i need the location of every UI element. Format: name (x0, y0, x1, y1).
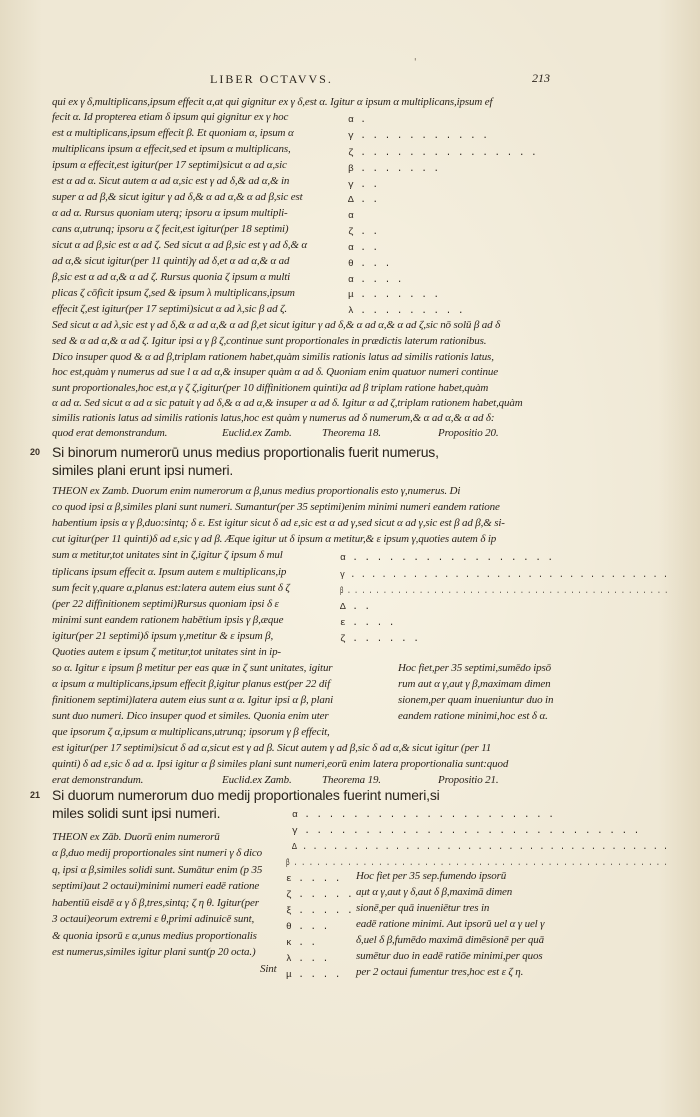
text-line: que ipsorum ζ α,ipsum α multiplicans,utrunq; ipsorum γ β effecit, (52, 726, 330, 738)
margin-note-line: aut α γ,aut γ δ,aut δ β,maximā dimen (356, 886, 513, 898)
folio-number: 213 (532, 71, 550, 85)
margin-note-line: per 2 octaui fumentur tres,hoc est ε ζ η. (356, 966, 524, 978)
text-line: finitionem septimi)latera autem eius sunt α α. Igitur ipsi α β, plani (52, 694, 334, 706)
diagram-row: λ . . . (286, 953, 329, 964)
diagram-row: α . . . . . . . . . . . . . . . . . (340, 552, 554, 563)
proposition-ref: Propositio 20. (438, 427, 499, 439)
diagram-row: ξ . . . . . (286, 905, 354, 916)
text-line: & quonia ipsorū ε α,unus medius proportionalis (52, 930, 257, 942)
text-line: est α ad α. Sicut autem α ad α,sic est γ ad δ,& ad α,& in (52, 175, 290, 187)
text-line: tiplicans ipsum effecit α. Ipsum autem ε multiplicans,ip (52, 566, 287, 578)
diagram-row: γ . . . . . . . . . . . . . . . . . . . . . . . . . . . . . . . (340, 569, 669, 580)
proposition-heading: similes plani erunt ipsi numeri. (52, 462, 234, 478)
margin-note-line: eandem ratione minimi,hoc est δ α. (398, 710, 548, 722)
text-line: α ad α. Rursus quoniam uterq; ipsoru α ipsum multipli- (52, 207, 288, 219)
text-line: Sed sicut α ad λ,sic est γ ad δ,& α ad α,& α ad β,et sicut igitur γ ad δ,& α ad α,& α ad ζ,sic nō solū β ad δ (52, 319, 501, 331)
margin-note-line: Hoc fiet per 35 sep.fumendo ipsorū (356, 870, 507, 882)
text-line: quinti) δ ad ε,sic δ ad α. Ipsi igitur α β similes plani sunt numeri,eorū enim latera proportionalia sunt:quod (52, 758, 509, 770)
diagram-row: θ . . . (348, 258, 391, 269)
margin-note-line: sionem,per quam inueniuntur duo in (398, 694, 554, 706)
text-line: igitur(per 21 septimi)δ ipsum γ,metitur & ε ipsum β, (52, 630, 274, 642)
text-line: (per 22 diffinitionem septimi)Rursus quoniam ipsi δ ε (52, 598, 279, 610)
text-line: Quoties autem ε ipsum ζ metitur,tot unitates sint in ip- (52, 646, 281, 658)
text-line: co quod ipsi α β,similes plani sunt numeri. Sumantur(per 35 septimi)enim minimi numeri eandem ratione (52, 501, 500, 513)
source-ref: Euclid.ex Zamb. (222, 427, 292, 439)
text-line: est igitur(per 17 septimi)sicut δ ad α,sicut est γ ad β. Sicut autem γ ad β,sic δ ad α,& sicut igitur (per 11 (52, 742, 492, 754)
margin-note-line: Hoc fiet,per 35 septimi,sumēdo ipsō (398, 662, 552, 674)
diagram-row: ζ . . . . . . (340, 633, 420, 644)
text-line: hoc est,quàm γ numerus ad sue l α ad α,& insuper quàm α ad δ. Quoniam enim quatuor numeri continue (52, 366, 498, 378)
proposition-ref: Propositio 21. (438, 774, 499, 786)
margin-note-line: rum aut α γ,aut γ β,maximam dimen (398, 678, 551, 690)
text-line: erat demonstrandum. (52, 774, 144, 786)
text-line: ipsum α effecit,est igitur(per 17 septimi)sicut α ad α,sic (52, 159, 287, 171)
diagram-row: θ . . . (286, 921, 329, 932)
text-line: 3 octaui)eorum extremi ε θ,primi adinuicē sunt, (52, 913, 255, 925)
proposition-heading: Si binorum numerorū unus medius proportionalis fuerit numerus, (52, 444, 439, 460)
diagram-row: α . . . . (348, 274, 403, 285)
text-line: habentiū eisdē α γ δ β,tres,sintq; ζ η θ. Igitur(per (52, 897, 259, 909)
diagram-row: Δ . . (340, 601, 371, 612)
theorem-ref: Theorema 19. (322, 774, 381, 786)
diagram-row: ε . . . . (340, 617, 395, 628)
text-line: qui ex γ δ,multiplicans,ipsum effecit α,at qui gignitur ex γ δ,est α. Igitur α ipsum α multiplicans,ipsum ef (52, 96, 493, 108)
margin-note-line: sionē,per quā inueniētur tres in (356, 902, 490, 914)
diagram-row: γ . . (348, 179, 379, 190)
diagram-row: α . . . . . . . . . . . . . . . . . . . . . (292, 809, 555, 820)
margin-note-line: sumētur duo in eadē ratiōe minimi,per quos (356, 950, 543, 962)
diagram-row: β . . . . . . . . . . . . . . . . . . . . . . . . . . . . . . . . . . . . . . . . . . . . . (340, 585, 669, 596)
text-line: est numerus,similes igitur plani sunt(p 20 octa.) (52, 946, 256, 958)
text-line: sum fecit γ,quare α,planus est:latera autem eius sunt δ ζ (52, 582, 290, 594)
text-line: q, ipsi α β,similes solidi sunt. Sumātur enim (p 35 (52, 864, 263, 876)
diagram-row: β . . . . . . . (348, 163, 440, 174)
text-line: sum α metitur,tot unitates sint in ζ,igitur ζ ipsum δ mul (52, 549, 283, 561)
text-line: similis rationis latus ad similis rationis latus,hoc est quàm γ numerus ad δ numerum,& α ad α,& α ad δ: (52, 412, 495, 424)
text-line: minimi sunt eandem rationem habētium ipsis γ β,æque (52, 614, 284, 626)
running-head-title: LIBER OCTAVVS. (210, 72, 333, 86)
diagram-row: Δ . . (348, 194, 379, 205)
text-line: multiplicans ipsum α effecit,sed et ipsum α multiplicans, (52, 143, 291, 155)
diagram-row: μ . . . . . . . (348, 289, 440, 300)
text-line: sunt proportionales,hoc est,α γ ζ ζ,igitur(per 10 diffinitionem quinti)α ad β triplam ratione habet,quàm (52, 382, 489, 394)
text-line: habentium ipsis α γ β,duo:sintq; δ ε. Est igitur sicut δ ad ε,sic est α ad γ,sed sicut α ad γ,sic est β ad β,& si- (52, 517, 505, 529)
diagram-row: κ . . (286, 937, 317, 948)
text-line: α ipsum α multiplicans,ipsum effecit β,igitur planus est(per 22 dif (52, 678, 330, 690)
text-line: α β,duo medij proportionales sint numeri γ δ dico (52, 847, 263, 859)
text-line: THEON ex Zamb. Duorum enim numerorum α β,unus medius proportionalis esto γ,numerus. Di (52, 485, 461, 497)
diagram-row: γ . . . . . . . . . . . . . . . . . . . . . . . . . . . . (292, 825, 640, 836)
diagram-row: β . . . . . . . . . . . . . . . . . . . . . . . . . . . . . . . . . . . . . . . . . . . . . . . . . (286, 857, 668, 868)
theorem-ref: Theorema 18. (322, 427, 381, 439)
text-line: ad α,& sicut igitur(per 11 quinti)γ ad δ,et α ad α,& α ad (52, 255, 290, 267)
diagram-row: ε . . . . (286, 873, 341, 884)
text-line: quod erat demonstrandum. (52, 427, 168, 439)
diagram-row: α . (348, 114, 367, 125)
diagram-row: Δ . . . . . . . . . . . . . . . . . . . . . . . . . . . . . . . . . . . . (292, 841, 669, 852)
margin-number: 21 (30, 790, 41, 800)
page-mark: ' (414, 58, 417, 68)
text-line: cut igitur(per 11 quinti)δ ad ε,sic γ ad β. Æque igitur ut δ ipsum α metitur,& ε ipsum γ,quoties autem δ ip (52, 533, 497, 545)
proposition-heading: miles solidi sunt ipsi numeri. (52, 805, 221, 821)
text-line: THEON ex Zāb. Duorū enim numerorū (52, 831, 220, 843)
diagram-row: α (348, 210, 355, 221)
diagram-row: μ . . . . (286, 969, 341, 980)
text-line: sunt duo numeri. Dico insuper quod et similes. Quonia enim uter (52, 710, 329, 722)
text-line: cans α,utrunq; ipsoru α ζ fecit,est igitur(per 18 septimi) (52, 223, 289, 235)
diagram-row: ζ . . . . . . (286, 889, 366, 900)
text-line: septimi)aut 2 octaui)minimi numeri eadē ratione (52, 880, 260, 892)
text-line: Dico insuper quod & α ad β,triplam rationem habet,quàm similis rationis latus ad similis rationis latus, (52, 351, 494, 363)
source-ref: Euclid.ex Zamb. (222, 774, 292, 786)
text-line: α ad α. Sed sicut α ad α sic patuit γ ad δ,& α ad α,& insuper α ad δ. Igitur α ad ζ,triplam rationem habet,quàm (52, 397, 523, 409)
text-line: β,sic est α ad α,& α ad ζ. Rursus quonia ζ ipsum α multi (52, 271, 291, 283)
margin-number: 20 (30, 447, 41, 457)
proposition-heading: Si duorum numerorum duo medij proportionales fuerint numeri,si (52, 787, 440, 803)
text-line: super α ad β,& sicut igitur γ ad δ,& α ad α,& α ad β,sic est (52, 191, 303, 203)
diagram-row: ζ . . (348, 226, 379, 237)
catchword: Sint (260, 963, 277, 975)
text-line: est α multiplicans,ipsum effecit β. Et quoniam α, ipsum α (52, 127, 294, 139)
diagram-row: γ . . . . . . . . . . . (348, 130, 489, 141)
diagram-row: α . . (348, 242, 379, 253)
diagram-row: λ . . . . . . . . . (348, 305, 464, 316)
text-line: sicut α ad β,sic est α ad ζ. Sed sicut α ad β,sic est γ ad δ,& α (52, 239, 307, 251)
text-line: effecit ζ,est igitur(per 17 septimi)sicut α ad λ,sic β ad ζ. (52, 303, 287, 315)
text-line: sed & α ad α,& α ad ζ. Igitur ipsi α γ β ζ,continue sunt proportionales in prædictis laterum rationibus. (52, 335, 487, 347)
text-line: so α. Igitur ε ipsum β metitur per eas quæ in ζ sunt unitates, igitur (52, 662, 333, 674)
margin-note-line: eadē ratione minimi. Aut ipsorū uel α γ uel γ (356, 918, 545, 930)
margin-note-line: δ,uel δ β,fumēdo maximā dimēsionē per quā (356, 934, 544, 946)
text-line: plicas ζ cōficit ipsum ζ,sed & ipsum λ multiplicans,ipsum (52, 287, 295, 299)
diagram-row: ζ . . . . . . . . . . . . . . . (348, 147, 538, 158)
text-line: fecit α. Id propterea etiam δ ipsum qui gignitur ex γ hoc (52, 111, 289, 123)
